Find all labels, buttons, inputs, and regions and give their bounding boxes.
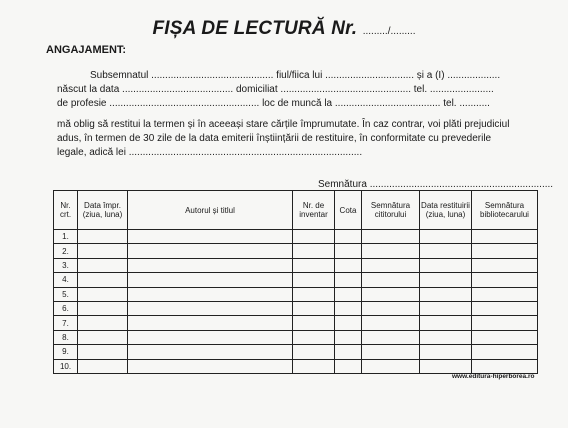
- text-line-3: de profesie ...................................................... loc de muncă la ...................................... tel. ...........: [57, 98, 490, 109]
- table-row: [54, 273, 538, 287]
- col-header-nr: Nr. crt.: [54, 191, 78, 230]
- signature-line: Semnătura ..................................................................: [318, 179, 554, 190]
- row-number: 10.: [54, 359, 78, 373]
- row-number: 2.: [54, 244, 78, 258]
- table-cell-empty[interactable]: [78, 345, 128, 359]
- table-cell-empty[interactable]: [335, 316, 362, 330]
- table-cell-empty[interactable]: [128, 345, 293, 359]
- table-row: [54, 316, 538, 330]
- table-cell-empty[interactable]: [335, 287, 362, 301]
- table-cell-empty[interactable]: [420, 258, 472, 272]
- table-cell-empty[interactable]: [362, 258, 420, 272]
- table-cell-empty[interactable]: [78, 244, 128, 258]
- publisher-url: www.editura-hiperborea.ro: [452, 373, 535, 380]
- table-cell-empty[interactable]: [420, 345, 472, 359]
- form-title-text: FIȘA DE LECTURĂ Nr.: [152, 18, 358, 39]
- loan-table: [53, 190, 538, 374]
- table-cell-empty[interactable]: [128, 244, 293, 258]
- table-cell-empty[interactable]: [293, 316, 335, 330]
- table-cell-empty[interactable]: [420, 273, 472, 287]
- table-cell-empty[interactable]: [78, 287, 128, 301]
- table-cell-empty[interactable]: [293, 330, 335, 344]
- table-cell-empty[interactable]: [78, 316, 128, 330]
- table-cell-empty[interactable]: [128, 330, 293, 344]
- table-cell-empty[interactable]: [420, 301, 472, 315]
- row-number: 1.: [54, 230, 78, 244]
- table-cell-empty[interactable]: [128, 301, 293, 315]
- text-line-4: mă oblig să restitui la termen și în aceeași stare cărțile împrumutate. În caz contrar, voi plăti prejudiciul: [57, 119, 510, 130]
- table-row: [54, 345, 538, 359]
- table-cell-empty[interactable]: [472, 359, 538, 373]
- table-row: [54, 244, 538, 258]
- table-cell-empty[interactable]: [293, 273, 335, 287]
- table-cell-empty[interactable]: [293, 287, 335, 301]
- table-cell-empty[interactable]: [78, 258, 128, 272]
- table-cell-empty[interactable]: [78, 301, 128, 315]
- table-cell-empty[interactable]: [293, 230, 335, 244]
- table-cell-empty[interactable]: [420, 359, 472, 373]
- table-row: [54, 330, 538, 344]
- table-cell-empty[interactable]: [293, 345, 335, 359]
- col-header-cota: Cota: [335, 191, 362, 230]
- table-cell-empty[interactable]: [472, 316, 538, 330]
- table-cell-empty[interactable]: [78, 330, 128, 344]
- table-cell-empty[interactable]: [293, 244, 335, 258]
- table-row: [54, 359, 538, 373]
- row-number: 6.: [54, 301, 78, 315]
- table-row: [54, 301, 538, 315]
- table-cell-empty[interactable]: [128, 230, 293, 244]
- text-line-6: legale, adică lei ....................................................................................: [57, 147, 363, 158]
- table-cell-empty[interactable]: [335, 359, 362, 373]
- row-number: 9.: [54, 345, 78, 359]
- row-number: 5.: [54, 287, 78, 301]
- table-cell-empty[interactable]: [420, 244, 472, 258]
- text-line-5: adus, în termen de 30 zile de la data emiterii înștiințării de restituire, în conformitate cu prevederile: [57, 133, 492, 144]
- col-header-semnatura-bibliotecar: Semnătura bibliotecarului: [472, 191, 538, 230]
- table-cell-empty[interactable]: [472, 258, 538, 272]
- col-header-semnatura-cititor: Semnătura cititorului: [362, 191, 420, 230]
- table-cell-empty[interactable]: [78, 273, 128, 287]
- table-cell-empty[interactable]: [335, 273, 362, 287]
- table-cell-empty[interactable]: [362, 287, 420, 301]
- table-cell-empty[interactable]: [78, 230, 128, 244]
- table-cell-empty[interactable]: [472, 287, 538, 301]
- table-cell-empty[interactable]: [362, 230, 420, 244]
- table-cell-empty[interactable]: [362, 359, 420, 373]
- form-title: [0, 18, 568, 40]
- table-row: [54, 287, 538, 301]
- col-header-data-impr: Data împr. (ziua, luna): [78, 191, 128, 230]
- table-cell-empty[interactable]: [472, 330, 538, 344]
- table-cell-empty[interactable]: [420, 287, 472, 301]
- table-cell-empty[interactable]: [362, 345, 420, 359]
- table-cell-empty[interactable]: [362, 273, 420, 287]
- table-cell-empty[interactable]: [128, 273, 293, 287]
- table-cell-empty[interactable]: [472, 273, 538, 287]
- table-cell-empty[interactable]: [335, 244, 362, 258]
- table-row: [54, 258, 538, 272]
- row-number: 4.: [54, 273, 78, 287]
- table-row: [54, 230, 538, 244]
- table-cell-empty[interactable]: [420, 230, 472, 244]
- table-cell-empty[interactable]: [128, 287, 293, 301]
- table-cell-empty[interactable]: [472, 345, 538, 359]
- row-number: 8.: [54, 330, 78, 344]
- table-cell-empty[interactable]: [420, 330, 472, 344]
- table-cell-empty[interactable]: [362, 330, 420, 344]
- table-cell-empty[interactable]: [420, 316, 472, 330]
- text-line-2: născut la data ........................................ domiciliat ............................................... tel. .......................: [57, 84, 494, 95]
- table-cell-empty[interactable]: [335, 230, 362, 244]
- table-header-row: [54, 191, 538, 230]
- col-header-autor-titlu: Autorul și titlul: [128, 191, 293, 230]
- table-cell-empty[interactable]: [472, 230, 538, 244]
- table-cell-empty[interactable]: [293, 359, 335, 373]
- col-header-inventar: Nr. de inventar: [293, 191, 335, 230]
- table-cell-empty[interactable]: [128, 316, 293, 330]
- table-cell-empty[interactable]: [293, 301, 335, 315]
- section-heading: ANGAJAMENT:: [46, 44, 127, 56]
- table-cell-empty[interactable]: [293, 258, 335, 272]
- table-cell-empty[interactable]: [362, 244, 420, 258]
- table-cell-empty[interactable]: [335, 330, 362, 344]
- table-cell-empty[interactable]: [128, 359, 293, 373]
- table-cell-empty[interactable]: [335, 345, 362, 359]
- table-cell-empty[interactable]: [472, 301, 538, 315]
- table-cell-empty[interactable]: [335, 301, 362, 315]
- table-cell-empty[interactable]: [472, 244, 538, 258]
- row-number: 3.: [54, 258, 78, 272]
- table-cell-empty[interactable]: [335, 258, 362, 272]
- table-cell-empty[interactable]: [128, 258, 293, 272]
- form-number-blank: ........./.........: [362, 26, 416, 37]
- text-line-1: Subsemnatul ............................................ fiul/fiica lui ................................ și a (I) ...................: [90, 70, 501, 81]
- table-cell-empty[interactable]: [362, 316, 420, 330]
- col-header-data-restituirii: Data restituirii (ziua, luna): [420, 191, 472, 230]
- row-number: 7.: [54, 316, 78, 330]
- table-cell-empty[interactable]: [362, 301, 420, 315]
- table-cell-empty[interactable]: [78, 359, 128, 373]
